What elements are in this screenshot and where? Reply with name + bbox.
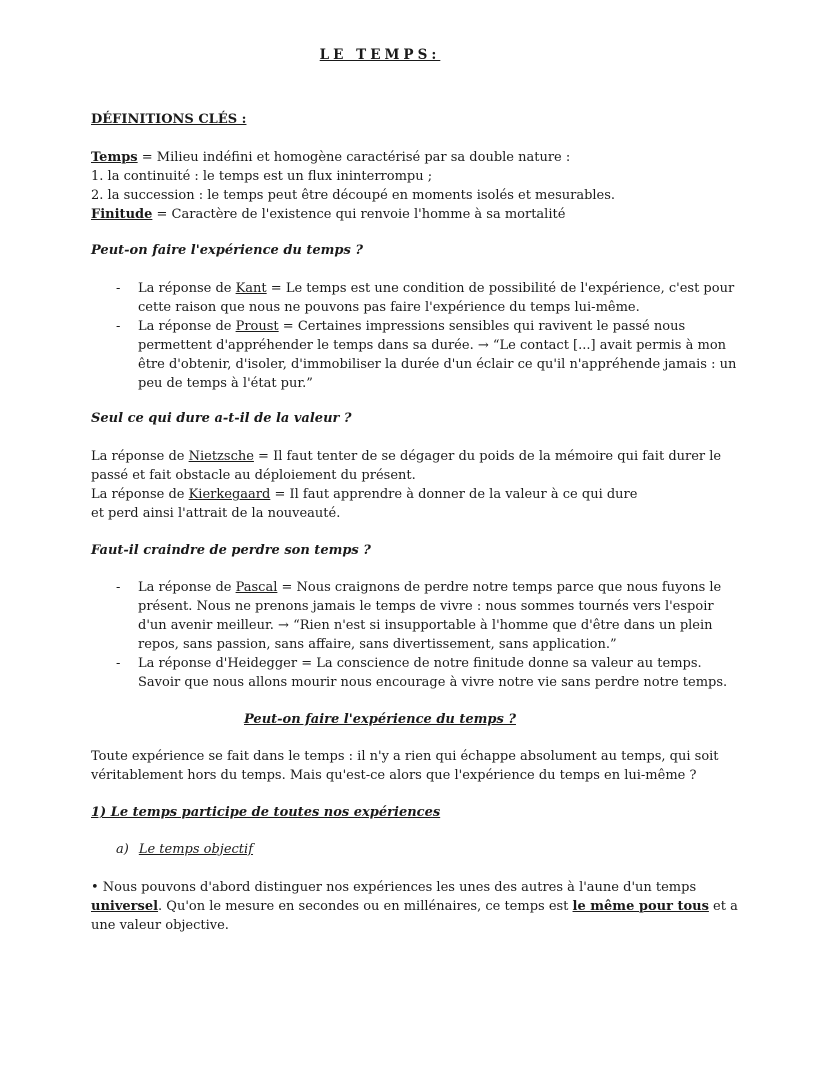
q3-answers-list (116, 578, 728, 692)
proust-prefix: La réponse de (138, 319, 236, 334)
pascal-line-2: présent. Nous ne prenons jamais le temps de vivre : nous sommes tournés vers l'espoir (138, 599, 714, 614)
list-item-kant (116, 279, 735, 317)
nietzsche-prefix: La réponse de (91, 449, 189, 464)
pascal-line-3: d'un avenir meilleur. → “Rien n'est si insupportable à l'homme que d'être dans un plein (138, 618, 713, 633)
page-title: LE TEMPS: (319, 47, 441, 63)
list-item-proust (116, 317, 737, 393)
nietzsche-line-2: passé et fait obstacle au déploiement du présent. (91, 468, 416, 483)
name-proust: Proust (235, 319, 279, 334)
q1-answers-list (116, 279, 737, 393)
nietzsche-line-1: = Il faut tenter de se dégager du poids de la mémoire qui fait durer le (253, 449, 722, 464)
pascal-line-4: repos, sans passion, sans affaire, sans divertissement, sans application.” (138, 637, 617, 652)
definitions-heading: DÉFINITIONS CLÉS : (91, 112, 247, 127)
definition-finitude (91, 205, 691, 224)
subsection-a (116, 840, 253, 859)
question-3-heading: Faut-il craindre de perdre son temps ? (91, 543, 371, 558)
temps-point-2: 2. la succession : le temps peut être découpé en moments isolés et mesurables. (91, 188, 616, 203)
section-title: Peut-on faire l'expérience du temps ? (244, 712, 516, 727)
pascal-prefix: La réponse de (138, 580, 236, 595)
para1-line-1: • Nous pouvons d'abord distinguer nos expériences les unes des autres à l'aune d'un temps (91, 880, 697, 895)
dash-marker: - (116, 281, 121, 296)
kant-line-2: cette raison que nous ne pouvons pas faire l'expérience du temps lui-même. (138, 300, 640, 315)
proust-line-2: permettent d'appréhender le temps dans sa durée. → “Le contact [...] avait permis à mon (138, 338, 727, 353)
definitions-block (91, 148, 691, 224)
name-pascal: Pascal (235, 580, 278, 595)
kierkegaard-line-1: = Il faut apprendre à donner de la valeur à ce qui dure (270, 487, 638, 502)
kierkegaard-prefix: La réponse de (91, 487, 189, 502)
list-item-heidegger (116, 654, 728, 692)
part-1-heading: 1) Le temps participe de toutes nos expériences (91, 805, 441, 820)
emphasis-meme-pour-tous: le même pour tous (572, 899, 709, 914)
question-2-heading: Seul ce qui dure a-t-il de la valeur ? (91, 411, 352, 426)
intro-line-1: Toute expérience se fait dans le temps : il n'y a rien qui échappe absolument au temps, qui soit (91, 749, 719, 764)
heidegger-line-1: La réponse d'Heidegger = La conscience de notre finitude donne sa valeur au temps. (138, 656, 702, 671)
proust-line-4: peu de temps à l'état pur.” (138, 376, 313, 391)
term-finitude: Finitude (91, 207, 153, 222)
kierkegaard-line-2: et perd ainsi l'attrait de la nouveauté. (91, 506, 341, 521)
dash-marker: - (116, 319, 121, 334)
para1-line-3: une valeur objective. (91, 918, 229, 933)
name-kierkegaard: Kierkegaard (188, 487, 271, 502)
pascal-line-1: = Nous craignons de perdre notre temps parce que nous fuyons le (277, 580, 722, 595)
list-item-pascal (116, 578, 722, 654)
question-1-heading: Peut-on faire l'expérience du temps ? (91, 243, 363, 258)
intro-line-2: véritablement hors du temps. Mais qu'est-ce alors que l'expérience du temps en lui-même ? (91, 768, 697, 783)
kant-prefix: La réponse de (138, 281, 236, 296)
proust-line-1: = Certaines impressions sensibles qui ravivent le passé nous (278, 319, 686, 334)
term-temps: Temps (91, 150, 138, 165)
temps-point-1: 1. la continuité : le temps est un flux ininterrompu ; (91, 169, 433, 184)
q2-answers (91, 447, 722, 523)
name-nietzsche: Nietzsche (188, 449, 254, 464)
finitude-definition-text: = Caractère de l'existence qui renvoie l'homme à sa mortalité (152, 207, 566, 222)
paragraph-1 (91, 878, 738, 935)
dash-marker: - (116, 580, 121, 595)
para1-line-2b: et a (708, 899, 738, 914)
subsection-letter: a) (116, 842, 129, 857)
dash-marker: - (116, 656, 121, 671)
subsection-label: Le temps objectif (138, 842, 254, 857)
temps-definition-text: = Milieu indéfini et homogène caractérisé par sa double nature : (137, 150, 571, 165)
definition-temps (91, 148, 691, 167)
heidegger-line-2: Savoir que nous allons mourir nous encourage à vivre notre vie sans perdre notre temps. (138, 675, 728, 690)
proust-line-3: être d'obtenir, d'isoler, d'immobiliser la durée d'un éclair ce qu'il n'appréhende jamais : un (138, 357, 737, 372)
para1-line-2a: . Qu'on le mesure en secondes ou en millénaires, ce temps est (158, 899, 573, 914)
emphasis-universel: universel (91, 899, 159, 914)
kant-line-1: = Le temps est une condition de possibilité de l'expérience, c'est pour (266, 281, 735, 296)
name-kant: Kant (235, 281, 267, 296)
intro-paragraph (91, 747, 719, 785)
